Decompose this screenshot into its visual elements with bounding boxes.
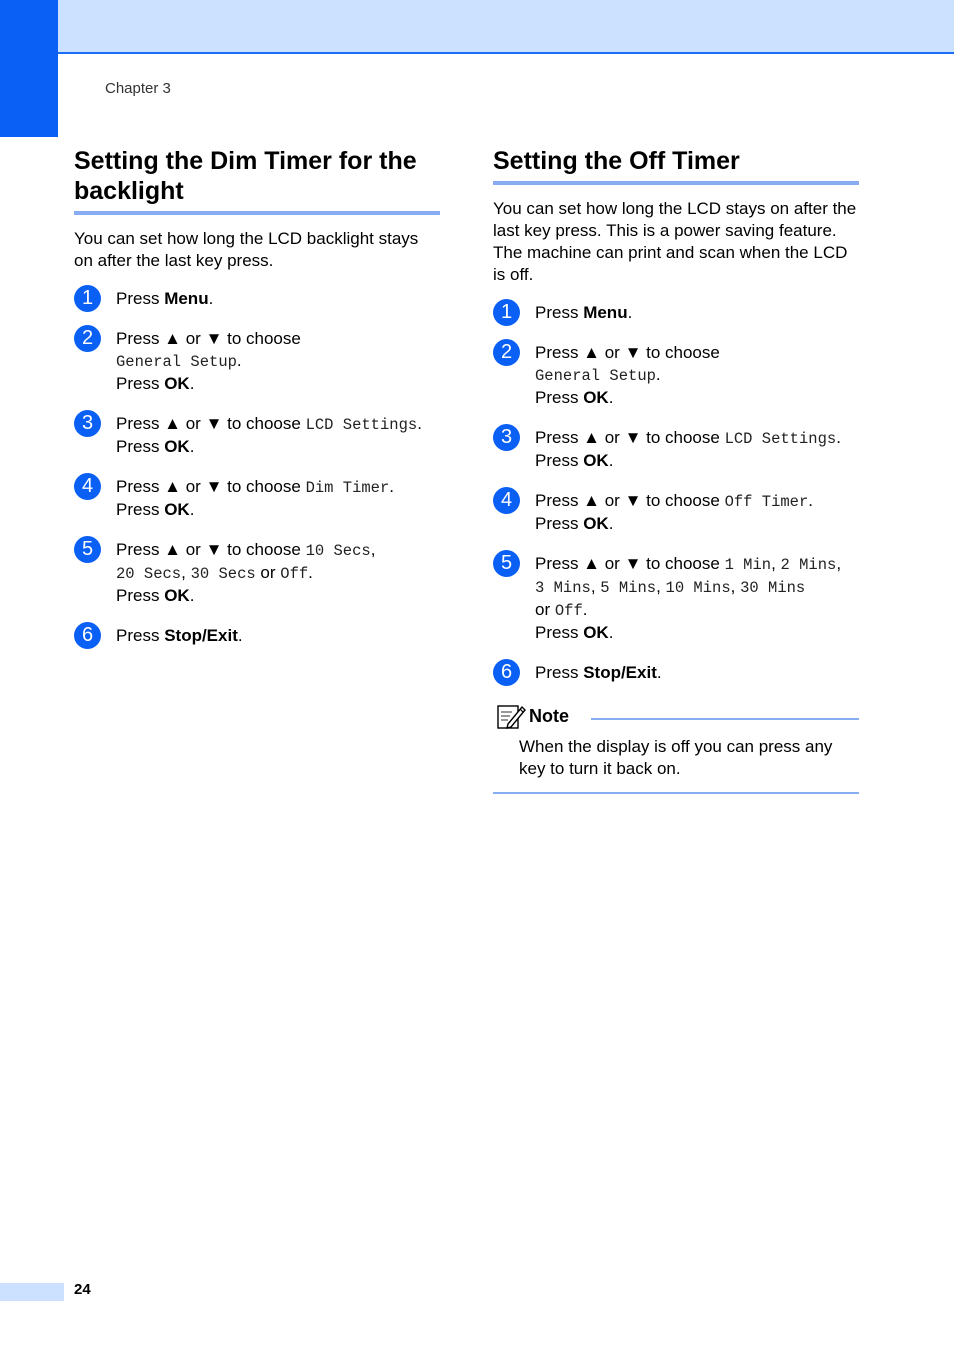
section-title: Setting the Dim Timer for the backlight [74,146,440,215]
step-fragment: , [590,577,601,596]
lcd-option: Off [554,602,583,620]
step-item [493,342,859,409]
step-fragment: Press [535,514,584,533]
step-fragment: . [655,365,661,384]
note-bottom-rule [493,792,859,794]
step-number-icon: 6 [74,622,101,649]
key-name: Stop/Exit [164,626,238,645]
header-band [0,0,954,54]
key-name: Menu [164,289,209,308]
step-text [116,414,422,456]
step-list [74,288,440,647]
step-fragment: . [582,600,588,619]
step-fragment: Press [535,663,584,682]
key-name: OK [164,500,190,519]
note-rule [591,718,859,720]
step-fragment: Press ▲ or ▼ to choose [535,428,725,447]
step-item [493,302,859,324]
step-fragment: . [189,437,195,456]
step-fragment: . [608,388,614,407]
lcd-option: 30 Secs [190,565,256,583]
lcd-option: 3 Mins [535,579,591,597]
key-name: OK [164,437,190,456]
step-text [116,540,375,605]
lcd-option: 2 Mins [780,556,837,574]
step-item [493,490,859,535]
step-fragment: Press [535,388,584,407]
step-fragment: . [189,586,195,605]
step-text [116,289,213,308]
key-name: OK [164,586,190,605]
note-pencil-icon [496,702,526,730]
step-fragment: Press [535,451,584,470]
lcd-option: General Setup [116,353,237,371]
note-title: Note [529,705,569,726]
key-name: OK [583,388,609,407]
step-text [116,329,301,393]
step-fragment: Press ▲ or ▼ to choose [116,540,306,559]
key-name: Menu [583,303,628,322]
step-item [74,328,440,395]
step-fragment: Press ▲ or ▼ to choose [116,414,306,433]
step-text [535,663,662,682]
step-fragment: . [608,514,614,533]
step-fragment: . [608,623,614,642]
step-item [74,539,440,607]
lcd-option: Off [280,565,309,583]
step-fragment: Press [116,437,165,456]
step-fragment: Press ▲ or ▼ to choose [535,554,725,573]
section-intro: You can set how long the LCD backlight stays on after the last key press. [74,229,419,270]
step-number-icon: 2 [493,339,520,366]
step-text [535,554,841,642]
step-number-icon: 4 [74,473,101,500]
dim-timer-section [74,146,440,665]
step-fragment: Press [116,374,165,393]
note-box [493,702,859,794]
step-fragment: Press [116,626,165,645]
step-text [116,626,243,645]
step-text [535,303,632,322]
step-fragment: . [417,414,422,433]
step-item [493,662,859,684]
step-fragment: . [836,428,841,447]
step-fragment: Press ▲ or ▼ to choose [116,329,301,348]
footer-band [0,1283,64,1301]
lcd-option: Off Timer [724,493,809,511]
step-list [493,302,859,684]
step-text [116,477,394,519]
lcd-option: Dim Timer [305,479,390,497]
step-item [74,625,440,647]
step-fragment: . [608,451,614,470]
step-fragment: , [370,540,376,559]
step-fragment: . [189,500,195,519]
step-fragment: . [237,626,243,645]
lcd-option: 20 Secs [116,565,182,583]
lcd-option: General Setup [535,367,656,385]
off-timer-section [493,146,859,794]
step-fragment: . [189,374,195,393]
step-fragment: or [535,600,555,619]
step-fragment: Press [116,586,165,605]
step-fragment: or [255,563,281,582]
step-item [493,553,859,644]
key-name: OK [583,623,609,642]
note-text: When the display is off you can press any key to turn it back on. [519,737,833,778]
section-intro: You can set how long the LCD stays on after the last key press. This is a power saving feature. The machine can print and scan when the LCD is off. [493,199,857,284]
chapter-label: Chapter 3 [105,80,171,97]
chapter-tab [0,0,58,137]
step-fragment: Press [535,303,584,322]
lcd-option: 1 Min [724,556,772,574]
lcd-option: LCD Settings [305,416,418,434]
key-name: Stop/Exit [583,663,657,682]
step-fragment: . [656,663,662,682]
step-fragment: , [181,563,191,582]
step-fragment: . [389,477,395,496]
key-name: OK [583,451,609,470]
step-number-icon: 1 [74,285,101,312]
step-number-icon: 6 [493,659,520,686]
step-fragment: , [771,554,781,573]
step-item [74,413,440,458]
lcd-option: 10 Mins [665,579,731,597]
key-name: OK [583,514,609,533]
step-fragment: Press ▲ or ▼ to choose [116,477,306,496]
step-item [74,288,440,310]
lcd-option: 10 Secs [305,542,371,560]
step-number-icon: 4 [493,487,520,514]
step-fragment: , [730,577,741,596]
step-fragment: Press [116,289,165,308]
lcd-option: 30 Mins [740,579,806,597]
step-text [535,491,813,533]
step-number-icon: 3 [74,410,101,437]
step-number-icon: 2 [74,325,101,352]
step-fragment: . [627,303,633,322]
step-fragment: Press [116,500,165,519]
step-number-icon: 1 [493,299,520,326]
step-text [535,428,841,470]
step-fragment: Press [535,623,584,642]
step-item [74,476,440,521]
step-fragment: . [236,351,242,370]
step-item [493,427,859,472]
step-fragment: , [656,577,666,596]
step-fragment: , [836,554,842,573]
page-number: 24 [74,1281,91,1298]
lcd-option: LCD Settings [724,430,837,448]
step-fragment: . [808,491,814,510]
key-name: OK [164,374,190,393]
step-number-icon: 3 [493,424,520,451]
step-fragment: . [208,289,214,308]
section-title: Setting the Off Timer [493,146,859,185]
step-fragment: Press ▲ or ▼ to choose [535,343,720,362]
step-number-icon: 5 [74,536,101,563]
step-fragment: Press ▲ or ▼ to choose [535,491,725,510]
step-number-icon: 5 [493,550,520,577]
lcd-option: 5 Mins [600,579,657,597]
step-fragment: . [308,563,313,582]
step-text [535,343,720,407]
